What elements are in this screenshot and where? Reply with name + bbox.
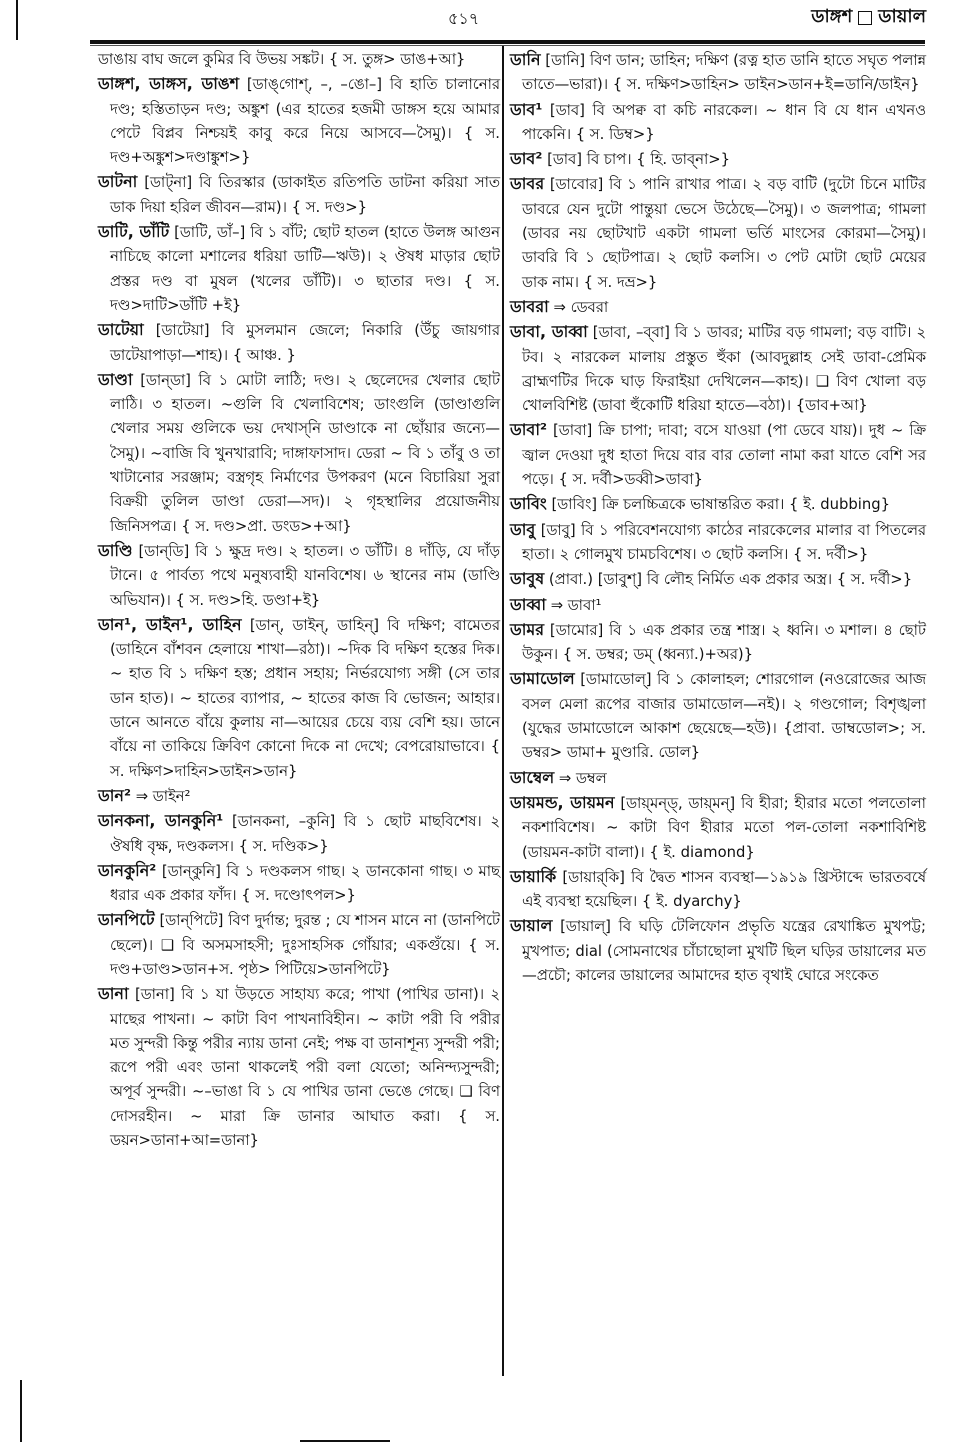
entry-headword: ডামাডোল [510,669,575,689]
entry-definition: [ডাবা] ক্রি চাপা; দাবা; বসে যাওয়া (পা ডেবে যায়)। দুধ ~ ক্রি জ্বাল দেওয়া দুধ হাতা দিয়ে বার বার তোলা নামা করা যাতে বেশি সর পড়ে। { স. দর্বী>ডব্বী>ডাবা} [522,422,926,489]
entry-definition: [ডাব] বি চাপ। { হি. ডাব্‌না>} [547,151,731,169]
entry-definition: [ডানকনা, –কুনি] বি ১ ছোট মাছবিশেষ। ২ ঔষধি বৃক্ষ, দণ্ডকলস। { স. দণ্ডিক>} [110,813,500,855]
entry-headword: ডানি [510,50,541,69]
dictionary-entry [98,784,500,809]
dictionary-entry [98,170,500,220]
entry-headword: ডাবা, ডাব্বা [510,322,588,342]
entry-headword: ডায়মন্ড, ডায়মন [510,792,615,812]
dictionary-entry [98,859,500,909]
entry-definition: [ডাবোর] বি ১ পানি রাখার পাত্র। ২ বড় বাটি (দুটো চিনে মাটির ডাবরে যেন দুটো পান্তুয়া ভেসে উঠেছে—সৈমু)। ৩ জলপাত্র; গামলা (ডাবর নয় ছোটখাট একটা গামলা ভর্তি মাংসের কোরমা—সৈমু)। ডাবরি বি ১ ছোটপাত্র। ২ ছোট কলসি। ৩ পেট মোটা ছোট মেয়ের ডাক নাম। { স. দভ্র>} [522,176,926,291]
entry-definition: ⇒ ডেবরা [553,298,609,316]
entry-definition: ডাঙায় বাঘ জলে কুমির বি উভয় সঙ্কট। { স. তুঙ্গ> ডাঙ+আ} [98,51,466,68]
entry-definition: [ডায়াল্‌] বি ঘড়ি টেলিফোন প্রভৃতি যন্ত্রের রেখাঙ্কিত মুখপট্ট; মুখপাত; dial (সোমনাথের চাঁচাছোলা মুখটি ছিল ঘড়ির ডায়ালের মত—প্রচৌ; কালের ডায়ালের আমাদের হাত বৃথাই ঘোরে সংকেত [522,918,926,984]
entry-headword: ডাবুষ [510,569,545,589]
running-head-first: ডাঙ্গশ [811,6,853,27]
entry-definition: [ডান্‌, ডাইন্‌, ডাহিন্‌] বি দক্ষিণ; বামেতর (ডাহিনে বাঁশবন হেলায়ে শাখা—রঠা)। ~দিক বি দক্ষিণ হস্তের দিক। ~ হাত বি ১ দক্ষিণ হস্ত; প্রধান সহায়; নির্ভরযোগ্য সঙ্গী (সে তার ডান হাত)। ~ হাতের ব্যাপার, ~ হাতের কাজ বি ভোজন; আহার। ডানে আনতে বাঁয়ে কুলায় না—আয়ের চেয়ে ব্যয় বেশি হয়। ডানে বাঁয়ে না তাকিয়ে ক্রিবিণ কোনো দিকে না দেখে; বেপরোয়াভাবে। { স. দক্ষিণ>দাহিন>ডাইন>ডান} [110,616,500,780]
running-head-last: ডায়াল [878,6,926,27]
entry-headword: ডানকনা, ডানকুনি¹ [98,811,224,831]
entry-definition: [ডাবু] বি ১ পরিবেশনযোগ্য কাঠের নারকেলের মালার বা পিতলের হাতা। ২ গোলমুখ চামচবিশেষ। ৩ ছোট কলসি। { স. দর্বী>} [522,521,926,563]
entry-headword: ডাবরা [510,296,549,316]
entry-definition: [ডান্‌পিটে] বিণ দুর্দান্ত; দুরন্ত ; যে শাসন মানে না (ডানপিটে ছেলে)। ❑ বি অসমসাহসী; দুঃসাহসিক গোঁয়ার; একগুঁয়ে। { স. দণ্ড+ডাণ্ড>ডান+স. পৃষ্ঠ> পিটিয়ে>ডানপিটে} [110,912,500,978]
dictionary-entry [98,539,500,613]
dictionary-entry [510,418,926,492]
entry-definition: [ডায়্‌মন্‌ড্‌, ডায়্‌মন্‌] বি হীরা; হীরার মতো পলতোলা নকশাবিশেষ। ~ কাটা বিণ হীরার মতো পল-তোলা নকশাবিশিষ্ট (ডায়মন-কাটা বালা)। { ই. diamond} [522,794,926,861]
dictionary-entry [98,368,500,539]
dictionary-entry [98,982,500,1153]
entry-headword: ডাণ্ডি [98,540,133,560]
dictionary-entry [98,72,500,170]
entry-headword: ডাবা² [510,420,547,440]
entry-headword: ডায়াল [510,916,553,936]
entry-headword: ডান¹, ডাইন¹, ডাহিন [98,614,242,634]
dictionary-entry [510,567,926,592]
dictionary-entry [510,172,926,294]
entry-headword: ডামর [510,619,545,639]
entry-headword: ডাবর [510,174,545,194]
dictionary-entry [98,48,500,72]
entry-definition: [ডাট্‌না] বি তিরস্কার (ডাকাইত রতিপতি ডাটনা করিয়া সাত ডাক দিয়া হরিল জীবন—রাম)। { স. দণ্ড>} [110,174,500,216]
entry-definition: [ডান্‌কুনি] বি ১ দণ্ডকলস গাছ। ২ ডানকোনা গাছ। ৩ মাছ ধরার এক প্রকার ফাঁদ। { স. দণ্ডোৎপল>} [110,862,500,905]
dictionary-entry [98,908,500,982]
running-head [811,2,926,33]
dictionary-entry [510,295,926,320]
scan-margin-line [16,0,18,40]
entry-definition: [ডাব] বি অপক্ব বা কচি নারকেল। ~ ধান বি যে ধান এখনও পাকেনি। { স. ডিম্ব>} [522,101,926,143]
entry-definition: (প্রাবা.) [ডাবুশ্‌] বি লৌহ নির্মিত এক প্রকার অস্ত্র। { স. দর্বী>} [548,571,913,589]
entry-definition: [ডামোর] বি ১ এক প্রকার তন্ত্র শাস্ত্র। ২ ধ্বনি। ৩ মশাল। ৪ ছোট উকুন। { স. ডম্বর; ডম্‌ (ধ্বন্যা.)+অর)} [522,621,926,664]
entry-definition: [ডাবা, –ব্‌বা] বি ১ ডাবর; মাটির বড় গামলা; বড় বাটি। ২ টব। ২ নারকেল মালায় প্রস্তুত হুঁকা (আবদুল্লাহ সেই ডাবা-প্রেমিক ব্রাহ্মণটির দিকে ঘাড় ফিরাইয়া দেখিলেন—কাহ)। ❑ বিণ খোলা বড় খোলবিশিষ্ট (ডাবা হুঁকোটি ধরিয়া হাতে—বঠা)। {ডাব+আ} [522,324,926,415]
entry-headword: ডাম্বেল [510,767,555,787]
column-divider [502,46,504,1376]
entry-headword: ডাবিং [510,494,547,514]
dictionary-entry [510,618,926,668]
entry-definition: [ডাটি, ডাঁ–] বি ১ বাঁট; ছোট হাতল (হাতে উলঙ্গ আগুন নাচিছে কালো মশালের ধরিয়া ডাটি—ঋউ)। ২ ঔষধ মাড়ার ছোট প্রস্তর দণ্ড বা মুষল (খলের ডাঁটি)। ৩ ছাতার দণ্ড। { স. দণ্ড>দাটি>ডাঁটি +ই} [110,224,500,314]
entry-definition: [ডান্‌ডি] বি ১ ক্ষুদ্র দণ্ড। ২ হাতল। ৩ ডাঁটি। ৪ দাঁড়ি, যে দাঁড় টানে। ৫ পার্বত্য পথে মনুষ্যবাহী যানবিশেষ। ৬ স্থানের নাম (ডাণ্ডি অভিযান)। { স. দণ্ড>হি. ডণ্ডা+ই} [110,542,500,609]
entry-headword: ডাটেয়া [98,320,144,340]
page-number: ৫১৭ [448,9,480,28]
dictionary-entry [510,518,926,568]
dictionary-entry [510,98,926,148]
scan-margin-line [20,1380,22,1442]
dictionary-entry [510,791,926,865]
dictionary-entry [98,809,500,859]
dictionary-entry [510,593,926,618]
scan-bottom-mark [300,1440,390,1442]
entry-headword: ডাব² [510,149,543,169]
dictionary-entry [98,318,500,368]
entry-headword: ডাণ্ডা [98,369,133,389]
dictionary-entry [510,147,926,172]
entry-definition: [ডাবিং] ক্রি চলচ্চিত্রকে ভাষান্তরিত করা। { ই. dubbing} [551,496,891,514]
entry-headword: ডাটি, ডাঁটি [98,222,170,242]
dictionary-entry [510,914,926,988]
dictionary-entry [510,492,926,517]
entry-headword: ডানপিটে [98,910,155,930]
dictionary-entry [510,48,926,98]
entry-definition: [ডানি] বিণ ডান; ডাহিন; দক্ষিণ (রত্ন হাত ডানি হাতে সঘৃত পলান্ন তাতে—ভারা)। { স. দক্ষিণ>ডাহিন> ডাইন>ডান+ই=ডানি/ডাইন} [522,52,926,94]
entry-definition: [ডায়ার্‌কি] বি দ্বৈত শাসন ব্যবস্থা—১৯১৯ খ্রিস্টাব্দে ভারতবর্ষে এই ব্যবস্থা হয়েছিল। { ই. dyarchy} [522,868,926,911]
dictionary-entry [510,766,926,791]
entry-definition: ⇒ ডম্বল [558,769,607,787]
entry-headword: ডাটনা [98,172,138,192]
right-column [510,48,926,988]
entry-headword: ডান² [98,785,131,805]
dictionary-entry [510,865,926,915]
dictionary-entry [510,667,926,765]
entry-headword: ডাবু [510,519,536,539]
header-rule [90,40,925,44]
entry-definition: [ডাটেয়া] বি মুসলমান জেলে; নিকারি (উঁচু জায়গার ডাটেয়াপাড়া—শাহ)। { আঞ্চ. } [110,322,500,364]
entry-definition: [ডামাডোল্‌] বি ১ কোলাহল; শোরগোল (নওরোজের আজ বসল মেলা রূপের বাজার ডামাডোল—নই)। ২ গণ্ডগোল; বিশৃঙ্খলা (যুদ্ধের ডামাডোলে আকাশ ছেয়েছে—হউ)। {প্রাবা. ডাম্বডোল>; স. ডম্বর> ডামা+ মুণ্ডারি. ডোল} [522,671,926,762]
left-column [98,48,500,1153]
entry-headword: ডাঙ্গশ, ডাঙ্গস, ডাঙশ [98,74,240,94]
entry-headword: ডাব¹ [510,99,543,119]
entry-headword: ডানা [98,984,129,1004]
header-rule-thin [90,45,925,46]
entry-definition: [ডাঙ্‌গোশ্‌, –, –ঙো–] বি হাতি চালানোর দণ্ড; হস্তিতাড়ন দণ্ড; অঙ্কুশ (এর হাতের হজমী ডাঙ্গস হয়ে আমার পেটে বিপ্লব নিশ্চয়ই কাবু করে নিয়ে আসবে—সৈমু)। { স. দণ্ড+অঙ্কুশ>দণ্ডাঙ্কুশ>} [110,76,500,167]
entry-headword: ডায়ার্কি [510,866,557,886]
entry-definition: ⇒ ডাইন² [135,787,191,805]
entry-definition: [ডানা] বি ১ যা উড়তে সাহায্য করে; পাখা (পাখির ডানা)। ২ মাছের পাখনা। ~ কাটা বিণ পাখনাবিহীন। ~ কাটা পরী বি পরীর মত সুন্দরী কিন্তু পরীর ন্যায় ডানা নেই; পক্ষ বা ডানাশূন্য সুন্দরী পরী; রূপে পরী এবং ডানা থাকলেই পরী বলা যেতো; অনিন্দ্যসুন্দরী; অপূর্ব সুন্দরী। ~–ভাঙা বি ১ যে পাখির ডানা ভেঙে গেছে। ❑ বিণ দোসরহীন। ~ মারা ক্রি ডানার আঘাত করা। { স. ডয়ন>ডানা+আ=ডানা} [110,986,500,1150]
entry-definition: ⇒ ডাবা¹ [550,596,602,614]
dictionary-entry [510,320,926,418]
dictionary-entry [98,613,500,784]
entry-headword: ডানকুনি² [98,860,157,880]
dictionary-entry [98,220,500,318]
square-separator-icon [858,11,872,25]
entry-definition: [ডান্‌ডা] বি ১ মোটা লাঠি; দণ্ড। ২ ছেলেদের খেলার ছোট লাঠি। ৩ হাতল। ~গুলি বি খেলাবিশেষ; ডাংগুলি (ডাণ্ডাগুলি খেলার সময় গুলিকে ভয় দেখাস্‌নি ডাণ্ডাকে না ছোঁয়ার জন্যে—সৈমু)। ~বাজি বি খুনখারাবি; দাঙ্গাফাসাদ। ডেরা ~ বি ১ তাঁবু ও তা খাটানোর সরঞ্জাম; বস্ত্রগৃহ নির্মাণের উপকরণ (মনে বিচারিয়া সুরা বিক্রয়ী তুলিল ডাণ্ডা ডেরা—সদ)। ২ গৃহস্থালির প্রয়োজনীয় জিনিসপত্র। { স. দণ্ড>প্রা. ডংড>+আ} [110,371,500,535]
entry-headword: ডাব্বা [510,594,546,614]
